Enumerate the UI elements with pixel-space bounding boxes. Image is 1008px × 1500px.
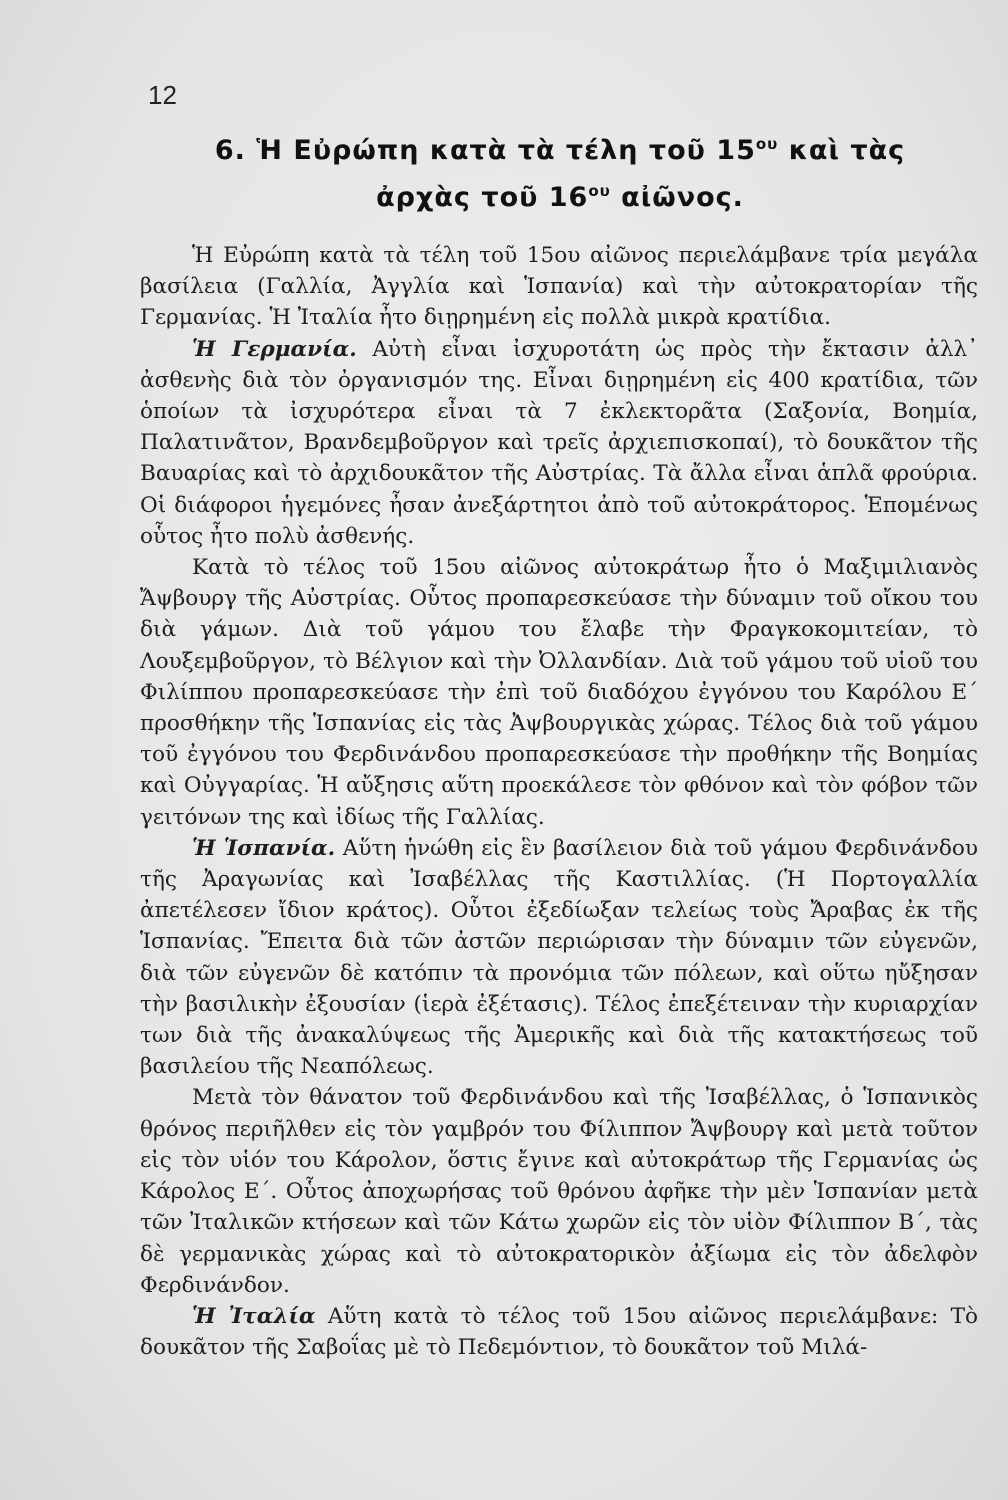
paragraph-maximilian: Κατὰ τὸ τέλος τοῦ 15ου αἰῶνος αὐτοκράτωρ ἦτο ὁ Μαξιμιλιανὸς Ἄψβουργ τῆς Αὐστρίας. Οὗτος προπαρεσκεύασε τὴν δύναμιν τοῦ οἴκου του διὰ γάμων. Διὰ τοῦ γάμου του ἔλαβε τὴν Φραγκοκομιτείαν, τὸ Λουξεμβοῦργον, τὸ Βέλγιον καὶ τὴν Ὀλλανδίαν. Διὰ τοῦ γάμου τοῦ υἱοῦ του Φιλίππου προπαρεσκεύασε τὴν ἐπὶ τοῦ διαδόχου ἐγγόνου του Καρόλου Ε´ προσθήκην τῆς Ἱσπανίας εἰς τὰς Ἀψβουργικὰς χώρας. Τέλος διὰ τοῦ γάμου τοῦ ἐγγόνου του Φερδινάνδου προπαρεσκεύασε τὴν προθήκην τῆς Βοημίας καὶ Οὐγγαρίας. Ἡ αὔξησις αὕτη προεκάλεσε τὸν φθόνον καὶ τὸν φόβον τῶν γειτόνων της καὶ ἰδίως τῆς Γαλλίας.	[140, 555, 978, 830]
text-italy: Αὕτη κατὰ τὸ τέλος τοῦ 15ου αἰῶνος περιελάμβανε: Τὸ δουκᾶτον τῆς Σαβοΐας μὲ τὸ Πεδεμόντιον, τὸ δουκᾶτον τοῦ Μιλά-	[140, 1303, 978, 1361]
heading-spain: Ἡ Ἱσπανία.	[192, 835, 336, 861]
title-line1-prefix: 6. Ἡ Εὐρώπη κατὰ τὰ τέλη τοῦ 15	[214, 135, 756, 166]
section-title-line-2	[140, 182, 980, 213]
paragraph-germany	[140, 334, 978, 552]
text-spain: Αὕτη ἡνώθη εἰς ἓν βασίλειον διὰ τοῦ γάμου Φερδινάνδου τῆς Ἀραγωνίας καὶ Ἰσαβέλλας τῆς Καστιλλίας. (Ἡ Πορτογαλλία ἀπετέλεσεν ἴδιον κράτος). Οὗτοι ἐξεδίωξαν τελείως τοὺς Ἄραβας ἐκ τῆς Ἱσπανίας. Ἔπειτα διὰ τῶν ἀστῶν περιώρισαν τὴν δύναμιν τῶν εὐγενῶν, διὰ τῶν εὐγενῶν δὲ κατόπιν τὰ προνόμια τῶν πόλεων, καὶ οὕτω ηὔξησαν τὴν βασιλικὴν ἐξουσίαν (ἱερὰ ἐξέτασις). Τέλος ἐπεξέτειναν τὴν κυριαρχίαν των διὰ τῆς ἀνακαλύψεως τῆς Ἀμερικῆς καὶ διὰ τῆς κατακτήσεως τοῦ βασιλείου τῆς Νεαπόλεως.	[140, 835, 979, 1080]
paragraph-overview: Ἡ Εὐρώπη κατὰ τὰ τέλη τοῦ 15ου αἰῶνος περιελάμβανε τρία μεγάλα βασίλεια (Γαλλία, Ἀγγλία καὶ Ἱσπανία) καὶ τὴν αὐτοκρατορίαν τῆς Γερμανίας. Ἡ Ἰταλία ἦτο διῃρημένη εἰς πολλὰ μικρὰ κρατίδια.	[140, 243, 978, 331]
page-number: 12	[148, 80, 177, 110]
title-line1-suffix: καὶ τὰς	[778, 135, 906, 166]
heading-germany: Ἡ Γερμανία.	[192, 336, 357, 362]
title-line2-prefix: ἀρχὰς τοῦ 16	[376, 182, 589, 213]
body-text	[140, 240, 978, 1363]
title-line2-superscript: ου	[588, 182, 611, 200]
section-title-line-1	[140, 135, 980, 166]
title-line1-superscript: ου	[755, 135, 779, 153]
paragraph-italy	[140, 1301, 978, 1363]
paragraph-charles: Μετὰ τὸν θάνατον τοῦ Φερδινάνδου καὶ τῆς Ἰσαβέλλας, ὁ Ἱσπανικὸς θρόνος περιῆλθεν εἰς τὸν γαμβρόν του Φίλιππον Ἄψβουργ καὶ μετὰ τοῦτον εἰς τὸν υἱόν του Κάρολον, ὅστις ἔγινε καὶ αὐτοκράτωρ τῆς Γερμανίας ὡς Κάρολος Ε´. Οὗτος ἀποχωρήσας τοῦ θρόνου ἀφῆκε τὴν μὲν Ἱσπανίαν μετὰ τῶν Ἰταλικῶν κτήσεων καὶ τῶν Κάτω χωρῶν εἰς τὸν υἱὸν Φίλιππον Β´, τὰς δὲ γερμανικὰς χώρας καὶ τὸ αὐτοκρατορικὸν ἀξίωμα εἰς τὸν ἀδελφὸν Φερδινάνδον.	[140, 1085, 978, 1298]
heading-italy: Ἡ Ἰταλία	[192, 1303, 316, 1329]
paragraph-spain	[140, 833, 978, 1083]
title-line2-suffix: αἰῶνος.	[610, 182, 744, 213]
text-germany: Αὐτὴ εἶναι ἰσχυροτάτη ὡς πρὸς τὴν ἔκτασιν ἀλλ᾿ ἀσθενὴς διὰ τὸν ὀργανισμόν της. Εἶναι διῃρημένη εἰς 400 κρατίδια, τῶν ὁποίων τὰ ἰσχυρότερα εἶναι τὰ 7 ἐκλεκτορᾶτα (Σαξονία, Βοημία, Παλατινᾶτον, Βρανδεμβοῦργον καὶ τρεῖς ἀρχιεπισκοπαί), τὸ δουκᾶτον τῆς Βαυαρίας καὶ τὸ ἀρχιδουκᾶτον τῆς Αὐστρίας. Τὰ ἄλλα εἶναι ἁπλᾶ φρούρια. Οἱ διάφοροι ἡγεμόνες ἦσαν ἀνεξάρτητοι ἀπὸ τοῦ αὐτοκράτορος. Ἑπομένως οὗτος ἦτο πολὺ ἀσθενής.	[140, 336, 978, 549]
